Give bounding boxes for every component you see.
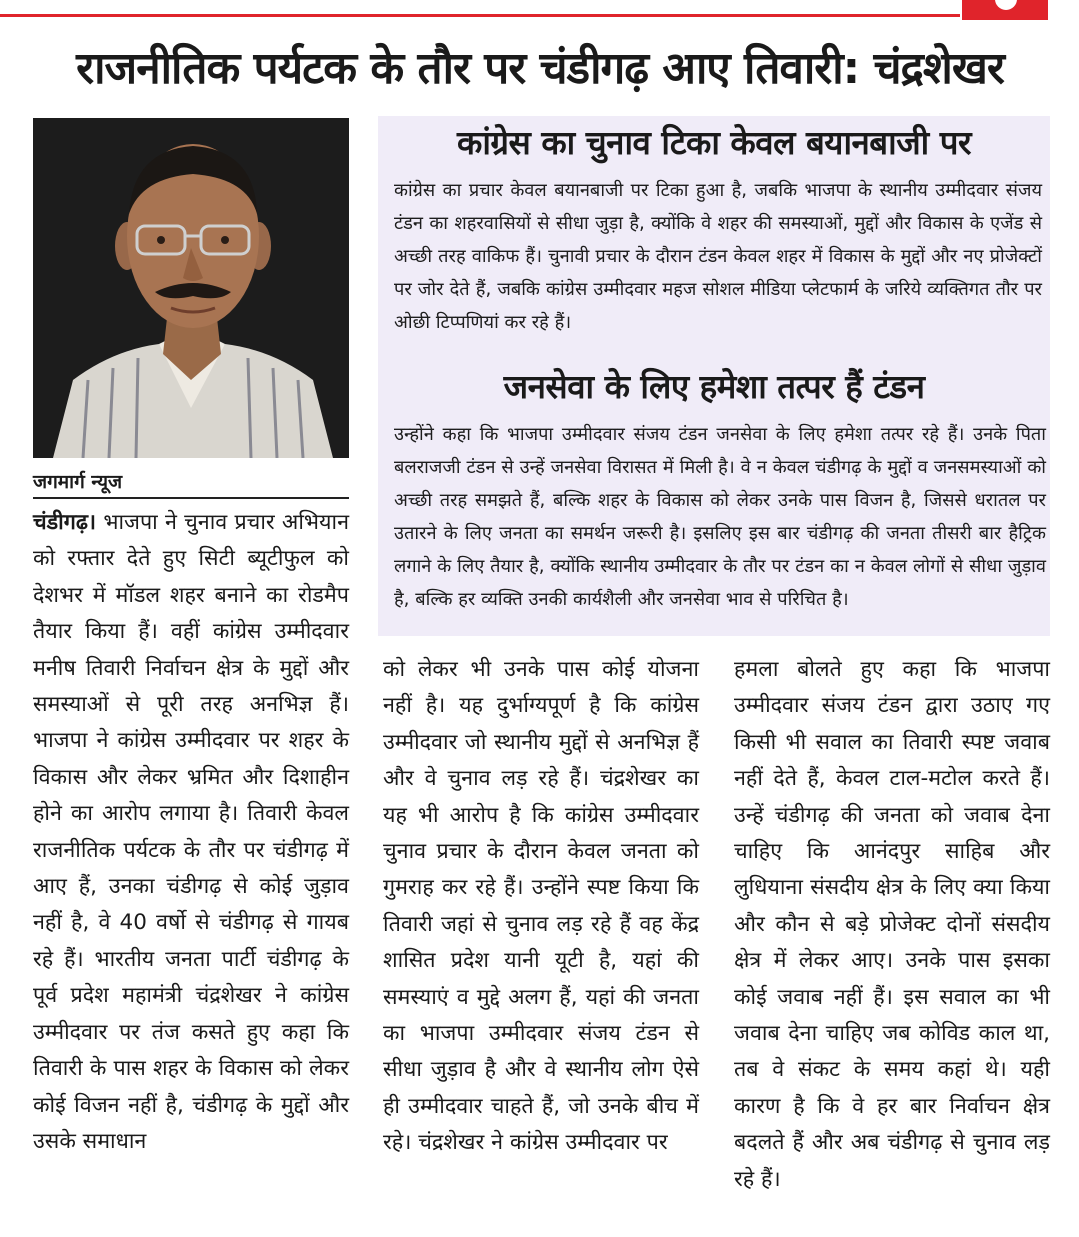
box-paragraph-2: उन्होंने कहा कि भाजपा उम्मीदवार संजय टंडन जनसेवा के लिए हमेशा तत्पर रहे हैं। उनके पिता बलराजजी टंडन से उन्हें जनसेवा विरासत में मिली है। वे न केवल चंडीगढ़ के मुद्दों व जनसमस्याओं को अच्छी तरह समझते हैं, बल्कि शहर के विकास को लेकर उनके पास विजन है, जिससे धरातल पर उतारने के लिए जनता का समर्थन जरूरी है। इसलिए इस बार चंडीगढ़ की जनता तीसरी बार हैट्रिक लगाने के लिए तैयार है, क्योंकि स्थानीय उम्मीदवार के तौर पर टंडन का न केवल लोगों से सीधा जुड़ाव है, बल्कि हर व्यक्ति उनकी कार्यशैली और जनसेवा भाव से परिचित है।: [394, 424, 1046, 610]
article-column-right: हमला बोलते हुए कहा कि भाजपा उम्मीदवार संजय टंडन द्वारा उठाए गए किसी भी सवाल का तिवारी स्पष्ट जवाब नहीं देते हैं, केवल टाल-मटोल करते हैं। उन्हें चंडीगढ़ की जनता को जवाब देना चाहिए कि आनंदपुर साहिब और लुधियाना संसदीय क्षेत्र के लिए क्या किया और कौन से बड़े प्रोजेक्ट दोनों संसदीय क्षेत्र में लेकर आए। उनके पास इसका कोई जवाब नहीं हैं। इस सवाल का भी जवाब देना चाहिए जब कोविड काल था, तब वे संकट के समय कहां थे। यही कारण है कि वे हर बार निर्वाचन क्षेत्र बदलते हैं और अब चंडीगढ़ से चुनाव लड़ रहे हैं।: [734, 657, 1050, 1192]
portrait-photo: [33, 118, 349, 458]
dateline: चंडीगढ़।: [33, 510, 97, 535]
article-column-left: [33, 505, 349, 1160]
left-column-text: भाजपा ने चुनाव प्रचार अभियान को रफ्तार देते हुए सिटी ब्यूटीफुल को देशभर में मॉडल शहर बनाने का रोडमैप तैयार किया हैं। वहीं कांग्रेस उम्मीदवार मनीष तिवारी निर्वाचन क्षेत्र के मुद्दों और समस्याओं से पूरी तरह अनभिज्ञ हैं। भाजपा ने कांग्रेस उम्मीदवार पर शहर के विकास और लेकर भ्रमित और दिशाहीन होने का आरोप लगाया है। तिवारी केवल राजनीतिक पर्यटक के तौर पर चंडीगढ़ में आए हैं, उनका चंडीगढ़ से कोई जुड़ाव नहीं है, वे 40 वर्षो से चंडीगढ़ से गायब रहे हैं। भारतीय जनता पार्टी चंडीगढ़ के पूर्व प्रदेश महामंत्री चंद्रशेखर ने कांग्रेस उम्मीदवार पर तंज कसते हुए कहा कि तिवारी के पास शहर के विकास को लेकर कोई विजन नहीं है, चंडीगढ़ के मुद्दों और उसके समाधान: [33, 510, 350, 1154]
article-column-middle: को लेकर भी उनके पास कोई योजना नहीं है। यह दुर्भाग्यपूर्ण है कि कांग्रेस उम्मीदवार जो स्थानीय मुद्दों से अनभिज्ञ हैं और वे चुनाव लड़ रहे हैं। चंद्रशेखर का यह भी आरोप है कि कांग्रेस उम्मीदवार चुनाव प्रचार के दौरान केवल जनता को गुमराह कर रहे हैं। उन्होंने स्पष्ट किया कि तिवारी जहां से चुनाव लड़ रहे हैं वह केंद्र शासित प्रदेश यानी यूटी है, यहां की समस्याएं व मुद्दे अलग हैं, यहां की जनता का भाजपा उम्मीदवार संजय टंडन से सीधा जुड़ाव है और वे स्थानीय लोग ऐसे ही उम्मीदवार चाहते हैं, जो उनके बीच में रहे। चंद्रशेखर ने कांग्रेस उम्मीदवार पर: [383, 657, 699, 1156]
page-corner-tab: [962, 0, 1048, 20]
subheading-tandon: जनसेवा के लिए हमेशा तत्पर हैं टंडन: [503, 367, 925, 406]
box-paragraph-1: कांग्रेस का प्रचार केवल बयानबाजी पर टिका हुआ है, जबकि भाजपा के स्थानीय उम्मीदवार संजय टंडन का शहरवासियों से सीधा जुड़ा है, क्योंकि वे शहर की समस्याओं, मुद्दों और विकास के एजेंड से अच्छी तरह वाकिफ हैं। चुनावी प्रचार के दौरान टंडन केवल शहर में विकास के मुद्दों और नए प्रोजेक्टों पर जोर देते हैं, जबकि कांग्रेस उम्मीदवार महज सोशल मीडिया प्लेटफार्म के जरिये व्यक्तिगत तौर पर ओछी टिप्पणियां कर रहे हैं।: [394, 180, 1042, 333]
byline: जगमार्ग न्यूज: [33, 467, 349, 499]
headline: राजनीतिक पर्यटक के तौर पर चंडीगढ़ आए तिवारी: चंद्रशेखर: [76, 43, 1004, 94]
subheading-congress: कांग्रेस का चुनाव टिका केवल बयानबाजी पर: [457, 123, 971, 162]
top-rule: [0, 14, 960, 17]
